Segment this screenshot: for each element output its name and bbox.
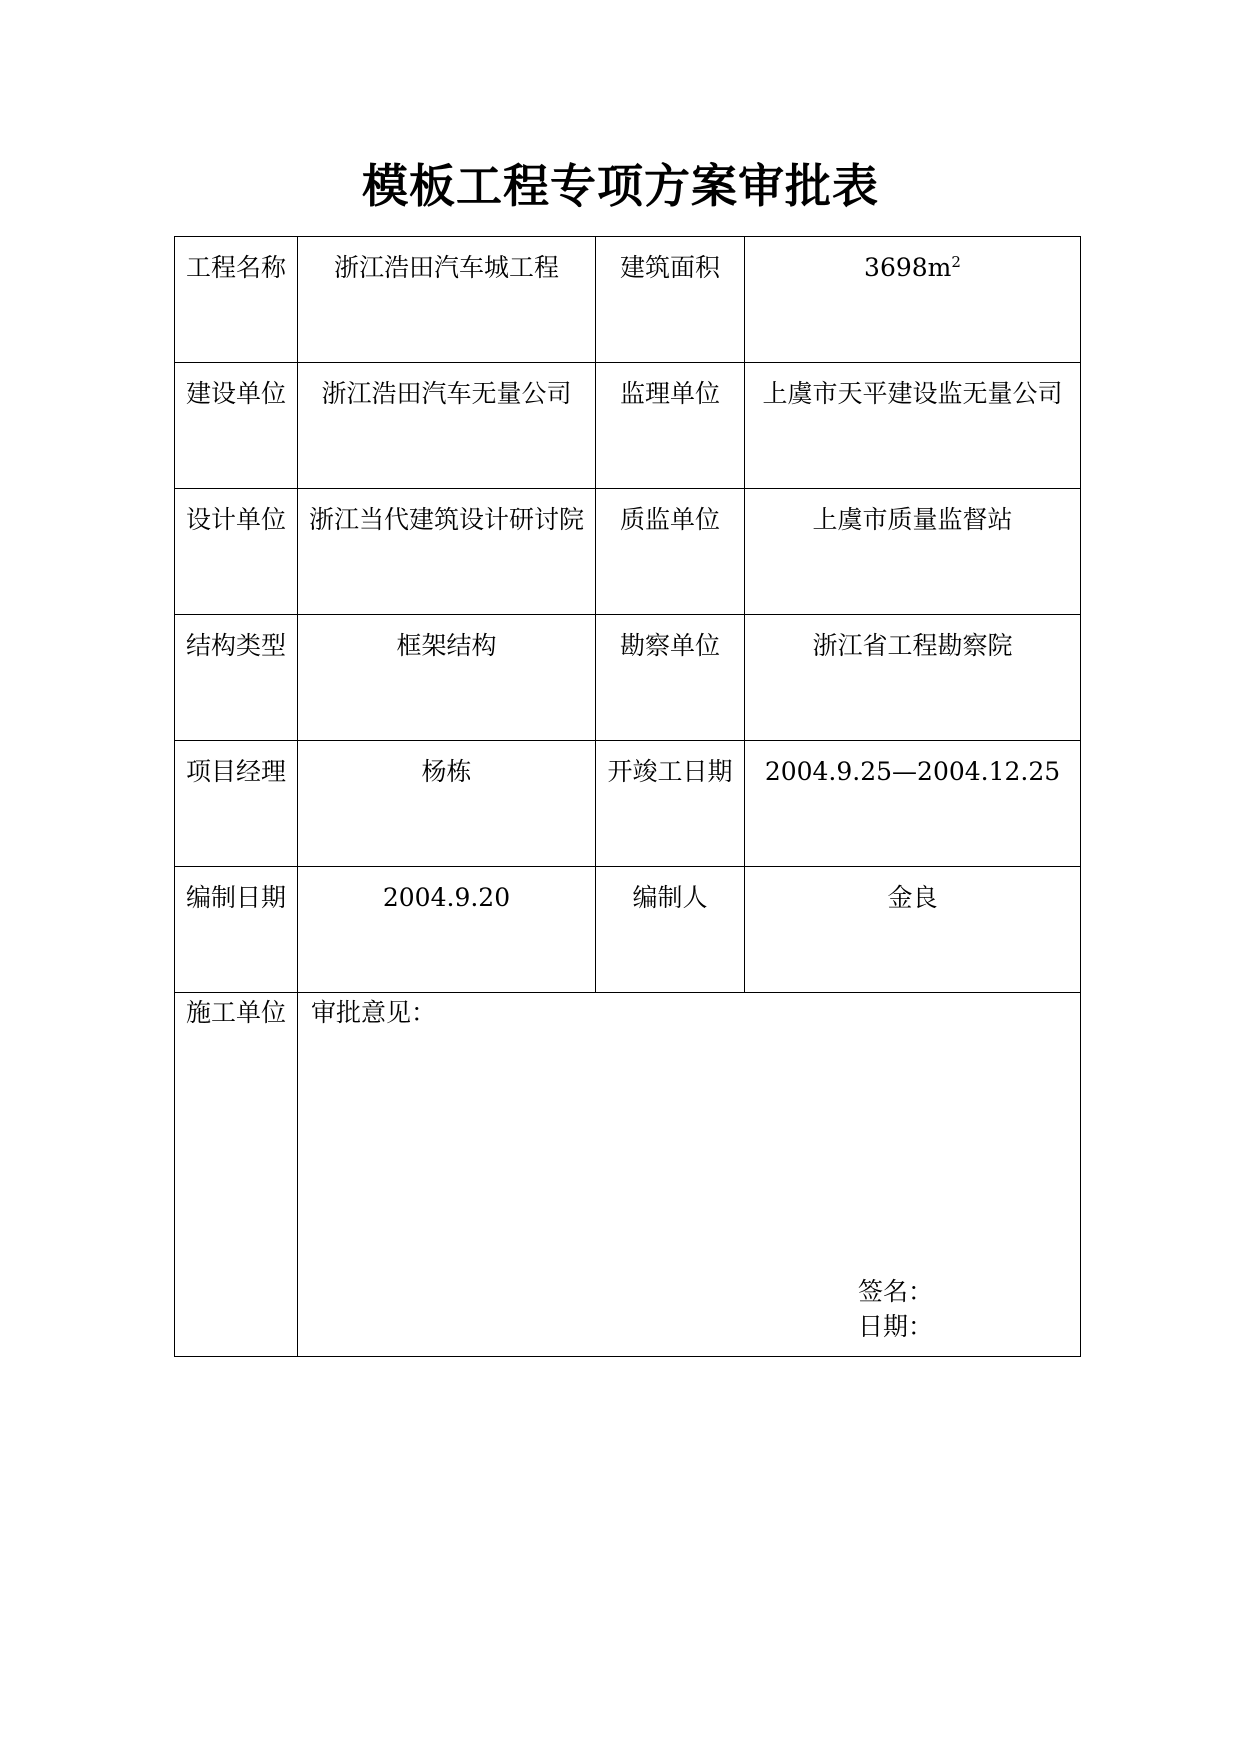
preparer-value: 金良 (887, 883, 938, 912)
approval-opinion-area (298, 993, 1080, 1356)
approval-date-label: 日期： (858, 1312, 934, 1341)
project-name-value: 浙江浩田汽车城工程 (333, 253, 559, 282)
signature-label: 签名： (858, 1277, 934, 1306)
row-project-manager (175, 741, 1081, 867)
structure-type-label: 结构类型 (185, 631, 286, 660)
quality-unit-value: 上虞市质量监督站 (812, 505, 1013, 534)
row-design-unit (175, 489, 1081, 615)
prepared-date-label: 编制日期 (185, 883, 286, 912)
survey-unit-value: 浙江省工程勘察院 (812, 631, 1013, 660)
supervision-unit-label: 监理单位 (619, 379, 720, 408)
project-manager-value: 杨栋 (421, 757, 472, 786)
building-area-label: 建筑面积 (619, 253, 720, 282)
approval-opinion-label: 审批意见： (311, 998, 437, 1027)
start-end-date-label: 开竣工日期 (607, 757, 733, 786)
contractor-unit-label: 施工单位 (185, 998, 286, 1027)
survey-unit-label: 勘察单位 (619, 631, 720, 660)
approval-form-table (174, 236, 1081, 1357)
construction-unit-label: 建设单位 (185, 379, 286, 408)
project-manager-label: 项目经理 (185, 757, 286, 786)
row-prepared-date (175, 867, 1081, 993)
row-structure-type (175, 615, 1081, 741)
page-title: 模板工程专项方案审批表 (362, 159, 879, 213)
row-approval (175, 993, 1081, 1357)
design-unit-label: 设计单位 (185, 505, 286, 534)
building-area-unit-exponent: 2 (951, 253, 961, 271)
design-unit-value: 浙江当代建筑设计研讨院 (308, 505, 584, 534)
structure-type-value: 框架结构 (396, 631, 497, 660)
construction-unit-value: 浙江浩田汽车无量公司 (321, 379, 572, 408)
project-name-label: 工程名称 (185, 253, 286, 282)
preparer-label: 编制人 (632, 883, 708, 912)
prepared-date-value: 2004.9.20 (382, 883, 511, 912)
row-project-name (175, 237, 1081, 363)
start-end-date-value: 2004.9.25—2004.12.25 (764, 757, 1061, 786)
supervision-unit-value: 上虞市天平建设监无量公司 (762, 379, 1063, 408)
row-construction-unit (175, 363, 1081, 489)
quality-unit-label: 质监单位 (619, 505, 720, 534)
building-area-value (745, 237, 1080, 362)
building-area-number: 3698m (864, 253, 952, 282)
